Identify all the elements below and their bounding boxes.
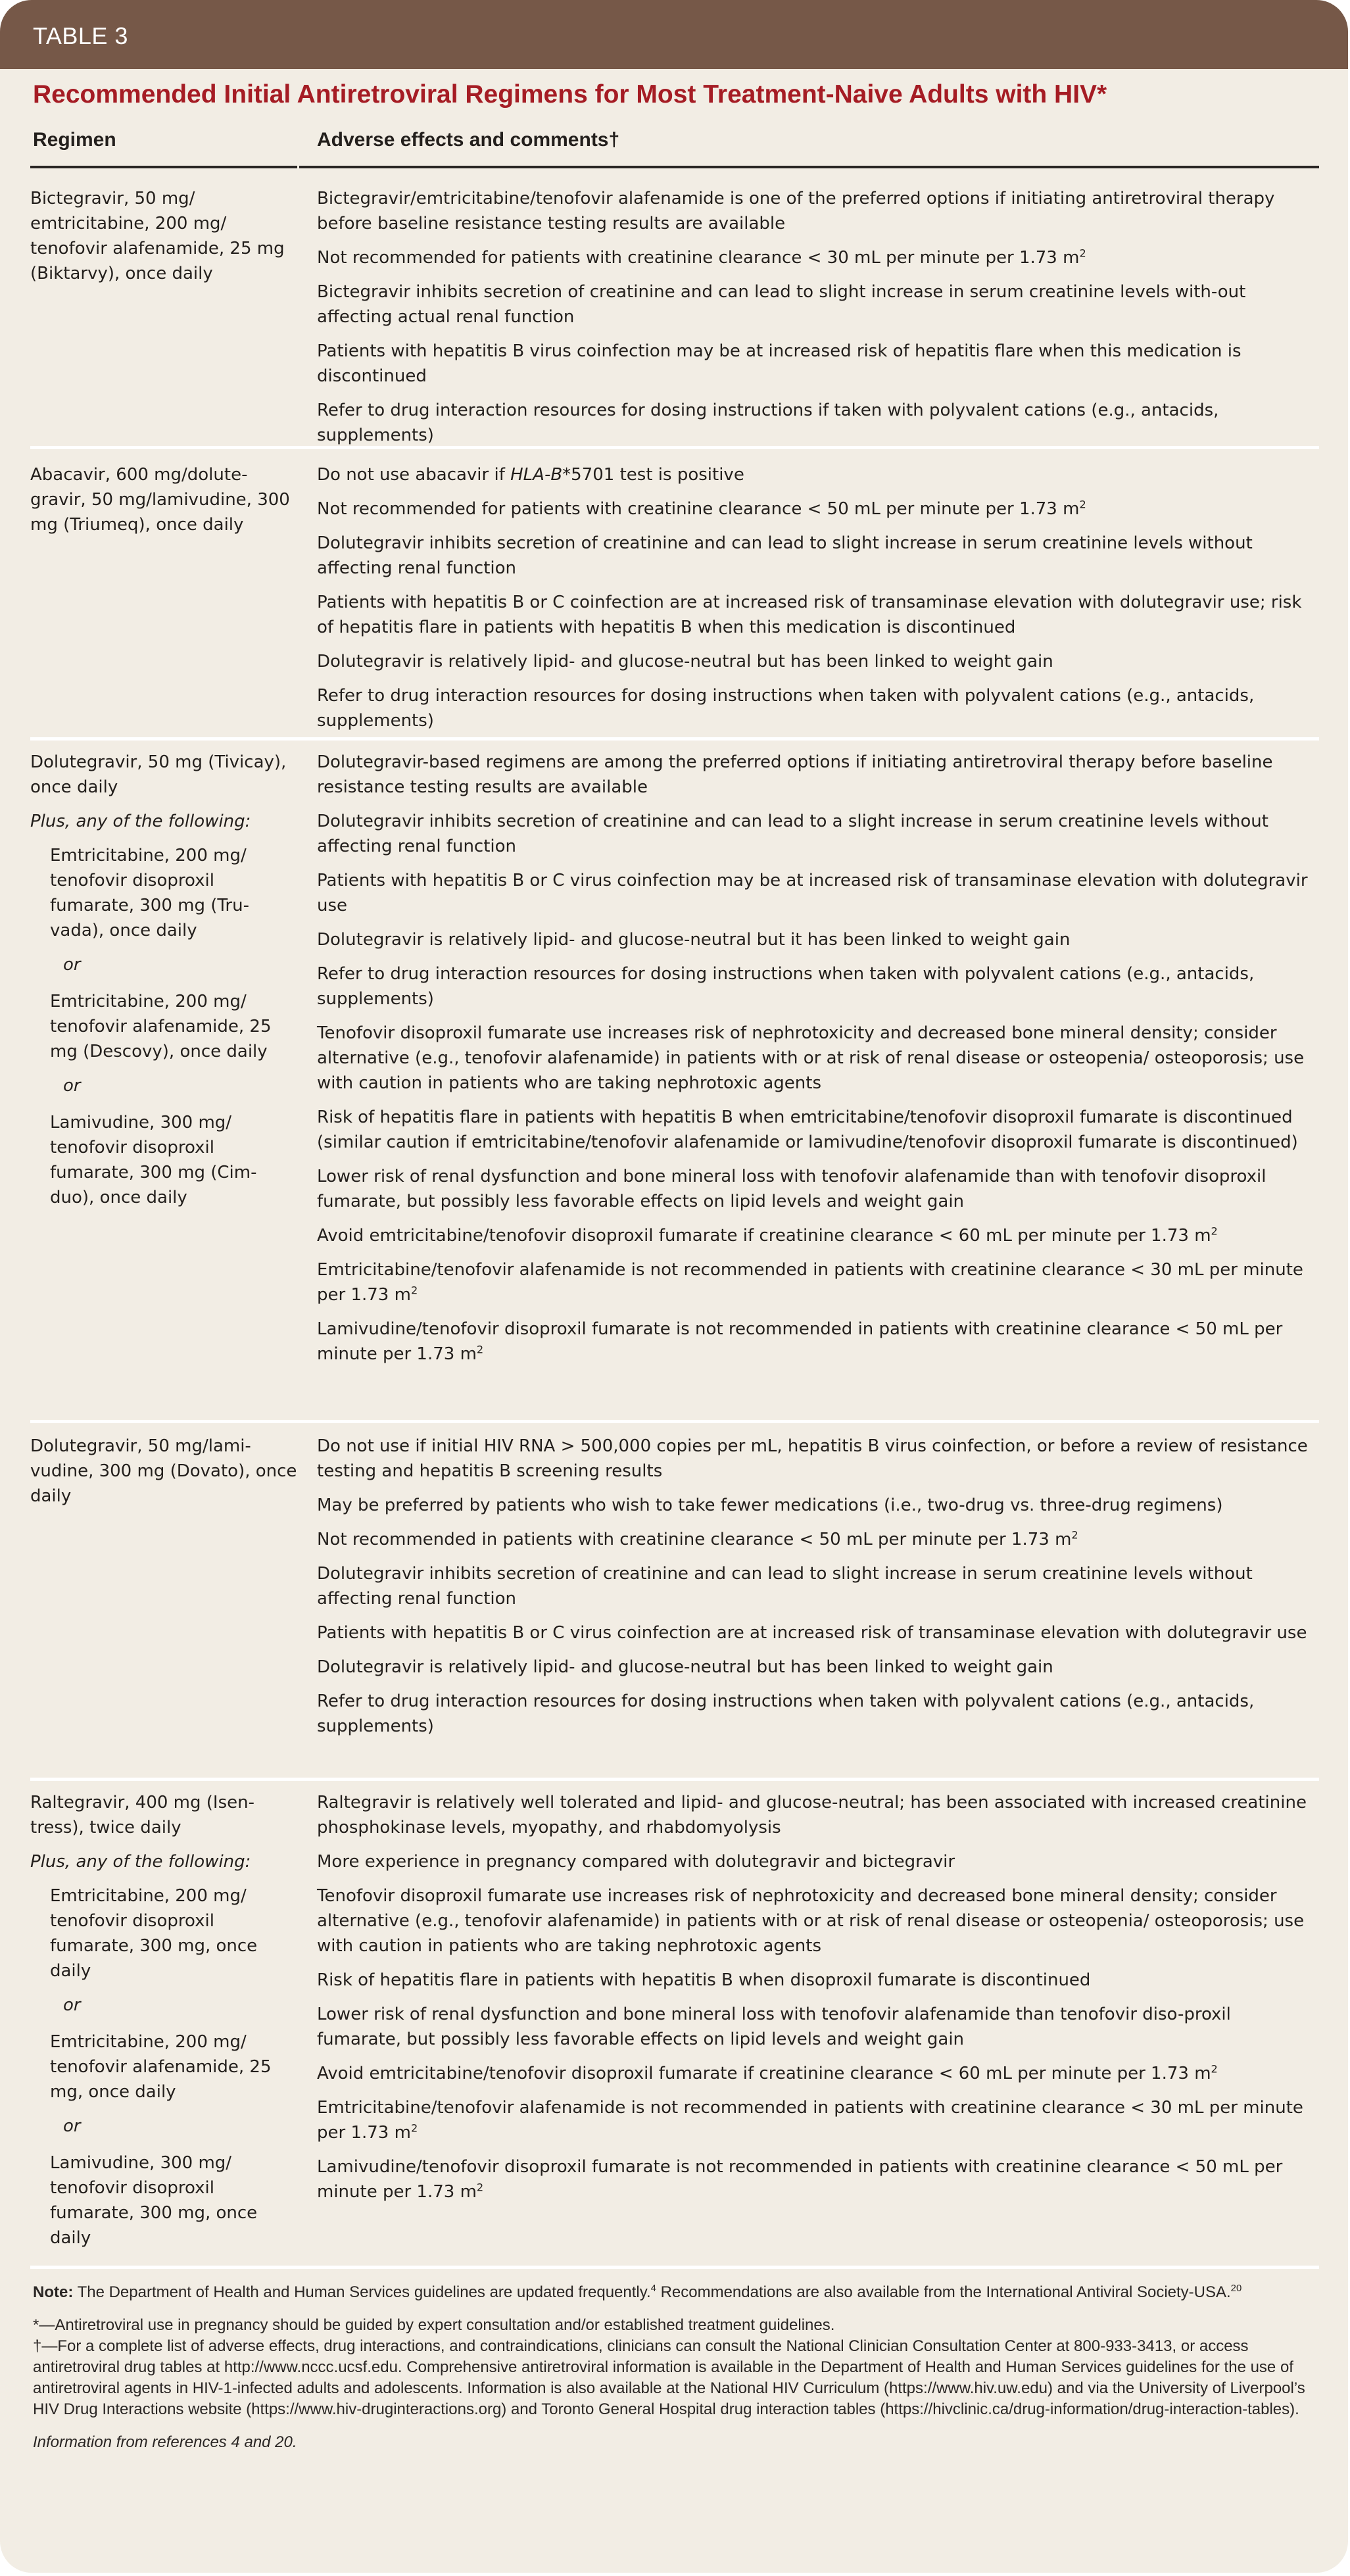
footnote-dagger: †—For a complete list of adverse effects, drug interactions, and contraindications, clinicians can consult the National Clinician Consultation Center at 800-933-3413, or access antiretroviral drug tables at http://www.nccc.ucsf.edu. Comprehensive antiretroviral information is available in the Department of Health and Human Services guidelines for the use of antiretroviral agents in HIV-1-infected adults and adolescents. Information is also available at the National HIV Curriculum (https://www.hiv.uw.edu) and via the University of Liverpool’s HIV Drug Interactions website (https://www.hiv-druginteractions.org) and Toronto General Hospital drug interaction tables (https://hivclinic.ca/drug-information/drug-interaction-tables). <box>33 2337 1305 2418</box>
comment-item: Refer to drug interaction resources for dosing instructions when taken with polyvalent cations (e.g., antacids, supplements) <box>317 1691 1255 1736</box>
regimen-main: Dolutegravir, 50 mg (Tivicay), once daily <box>30 752 287 797</box>
comment-item: Do not use if initial HIV RNA > 500,000 copies per mL, hepatitis B virus coinfection, or before a review of resistance testing and hepatitis B screening results <box>317 1436 1308 1481</box>
comment-item: Avoid emtricitabine/tenofovir disoproxil fumarate if creatinine clearance < 60 mL per minute per 1.73 $m^2$ <box>317 2062 1218 2083</box>
comment-item: Dolutegravir is relatively lipid- and glucose-neutral but has been linked to weight gain <box>317 1657 1053 1677</box>
footnote-asterisk: *—Antiretroviral use in pregnancy should be guided by expert consultation and/or established treatment guidelines. <box>33 2316 835 2334</box>
comment-item: Tenofovir disoproxil fumarate use increases risk of nephrotoxicity and decreased bone mineral density; consider alternative (e.g., tenofovir alafenamide) in patients with or at risk of renal disease or osteopenia/ osteoporosis; use with caution in patients who are taking nephrotoxic agents <box>317 1886 1305 1956</box>
comments-cell <box>317 186 1319 457</box>
regimen-or: or <box>63 2116 81 2136</box>
regimen-sub: Emtricitabine, 200 mg/ tenofovir disoproxil fumarate, 300 mg, once daily <box>50 1886 258 1981</box>
note-label: Note: <box>33 2283 74 2301</box>
comment-item: Dolutegravir inhibits secretion of creatinine and can lead to a slight increase in serum creatinine levels without affecting renal function <box>317 812 1268 856</box>
note-text: The Department of Health and Human Services guidelines are updated frequently.$^4$ Recommendations are also available from the International Antiviral Society-USA.$^{20}$ <box>73 2283 1242 2301</box>
comment-item: More experience in pregnancy compared with dolutegravir and bictegravir <box>317 1852 955 1872</box>
regimen-or: or <box>63 955 81 975</box>
regimen-sub: Lamivudine, 300 mg/ tenofovir disoproxil fumarate, 300 mg, once daily <box>50 2153 258 2248</box>
comment-item: Dolutegravir is relatively lipid- and glucose-neutral but has been linked to weight gain <box>317 652 1053 671</box>
comment-item: Dolutegravir inhibits secretion of creatinine and can lead to slight increase in serum creatinine levels without affecting renal function <box>317 533 1253 578</box>
comment-item: Patients with hepatitis B or C coinfection are at increased risk of transaminase elevation with dolutegravir use; risk of hepatitis flare in patients with hepatitis B when this medication is discontinued <box>317 593 1302 637</box>
regimen-cell <box>30 462 297 547</box>
row-divider <box>30 446 1319 449</box>
comment-item: Not recommended in patients with creatinine clearance < 50 mL per minute per 1.73 $m^2$ <box>317 1528 1078 1549</box>
regimen-main: Raltegravir, 400 mg (Isen-tress), twice daily <box>30 1793 254 1837</box>
regimen-or: or <box>63 1995 81 2015</box>
comment-item: Emtricitabine/tenofovir alafenamide is not recommended in patients with creatinine clearance < 30 mL per minute per 1.73 $m^2$ <box>317 1260 1303 1305</box>
comment-item: Avoid emtricitabine/tenofovir disoproxil fumarate if creatinine clearance < 60 mL per minute per 1.73 $m^2$ <box>317 1225 1218 1246</box>
table-number-label: TABLE 3 <box>33 22 128 49</box>
regimen-plus: Plus, any of the following: <box>30 812 251 831</box>
regimen-sub: Emtricitabine, 200 mg/ tenofovir disoproxil fumarate, 300 mg (Tru-vada), once daily <box>50 846 249 940</box>
regimen-sub: Emtricitabine, 200 mg/ tenofovir alafenamide, 25 mg (Descovy), once daily <box>50 992 272 1061</box>
comment-item: Dolutegravir is relatively lipid- and glucose-neutral but it has been linked to weight gain <box>317 930 1071 950</box>
comments-cell <box>317 1790 1319 2214</box>
regimen-cell <box>30 1790 297 2260</box>
regimen-sub: Emtricitabine, 200 mg/ tenofovir alafenamide, 25 mg, once daily <box>50 2032 272 2102</box>
table-notes <box>33 2282 1322 2465</box>
comment-item: Do not use abacavir if HLA-B*5701 test is positive <box>317 465 744 485</box>
comment-item: Tenofovir disoproxil fumarate use increases risk of nephrotoxicity and decreased bone mineral density; consider alternative (e.g., tenofovir alafenamide) in patients with or at risk of renal disease or osteopenia/ osteoporosis; use with caution in patients who are taking nephrotoxic agents <box>317 1023 1305 1093</box>
comments-cell <box>317 462 1319 742</box>
row-divider <box>30 737 1319 741</box>
footnotes <box>33 2315 1322 2420</box>
comment-item: Raltegravir is relatively well tolerated and lipid- and glucose-neutral; has been associated with increased creatinine phosphokinase levels, myopathy, and rhabdomyolysis <box>317 1793 1307 1837</box>
column-header-comments: Adverse effects and comments† <box>317 129 620 151</box>
comment-item: Bictegravir/emtricitabine/tenofovir alafenamide is one of the preferred options if initiating antiretroviral therapy before baseline resistance testing results are available <box>317 189 1275 233</box>
comments-cell <box>317 750 1319 1376</box>
row-divider <box>30 2266 1319 2269</box>
regimen-main: Bictegravir, 50 mg/ emtricitabine, 200 mg/ tenofovir alafenamide, 25 mg (Biktarvy), once daily <box>30 189 285 283</box>
comment-item: Lower risk of renal dysfunction and bone mineral loss with tenofovir alafenamide than tenofovir diso-proxil fumarate, but possibly less favorable effects on lipid levels and weight gain <box>317 2005 1231 2049</box>
comment-item: Not recommended for patients with creatinine clearance < 50 mL per minute per 1.73 $m^2$ <box>317 498 1086 519</box>
regimen-sub: Lamivudine, 300 mg/ tenofovir disoproxil fumarate, 300 mg (Cim-duo), once daily <box>50 1113 257 1207</box>
comment-item: Patients with hepatitis B or C virus coinfection are at increased risk of transaminase elevation with dolutegravir use <box>317 1623 1307 1643</box>
comment-item: Dolutegravir-based regimens are among the preferred options if initiating antiretroviral therapy before baseline resistance testing results are available <box>317 752 1273 797</box>
column-header-regimen: Regimen <box>33 129 116 151</box>
comments-cell <box>317 1434 1319 1748</box>
comment-item: Lamivudine/tenofovir disoproxil fumarate is not recommended in patients with creatinine clearance < 50 mL per minute per 1.73 $m^2$ <box>317 1319 1283 1364</box>
comment-item: Emtricitabine/tenofovir alafenamide is not recommended in patients with creatinine clearance < 30 mL per minute per 1.73 $m^2$ <box>317 2098 1303 2143</box>
table-header-band <box>0 0 1348 69</box>
comment-item: Risk of hepatitis flare in patients with hepatitis B when emtricitabine/tenofovir disoproxil fumarate is discontinued (similar caution if emtricitabine/tenofovir alafenamide or lamivudine/tenofovir disoproxil fumarate is discontinued) <box>317 1107 1298 1152</box>
regimen-cell <box>30 750 297 1219</box>
comment-item: Lower risk of renal dysfunction and bone mineral loss with tenofovir alafenamide than with tenofovir disoproxil fumarate, but possibly less favorable effects on lipid levels and weight gain <box>317 1167 1266 1211</box>
note-paragraph <box>33 2282 1322 2303</box>
comment-item: Patients with hepatitis B or C virus coinfection may be at increased risk of transaminase elevation with dolutegravir use <box>317 871 1308 915</box>
comment-item: Refer to drug interaction resources for dosing instructions if taken with polyvalent cations (e.g., antacids, supplements) <box>317 401 1219 445</box>
source-citation: Information from references 4 and 20. <box>33 2433 297 2451</box>
regimen-plus: Plus, any of the following: <box>30 1852 251 1872</box>
row-divider <box>30 1420 1319 1423</box>
comment-item: Refer to drug interaction resources for dosing instructions when taken with polyvalent cations (e.g., antacids, supplements) <box>317 686 1255 731</box>
comment-item: Risk of hepatitis flare in patients with hepatitis B when disoproxil fumarate is discontinued <box>317 1970 1091 1990</box>
regimen-cell <box>30 186 297 295</box>
comment-item: Patients with hepatitis B virus coinfection may be at increased risk of hepatitis flare when this medication is discontinued <box>317 341 1242 386</box>
comment-item: Dolutegravir inhibits secretion of creatinine and can lead to slight increase in serum creatinine levels without affecting renal function <box>317 1564 1253 1609</box>
table-title: Recommended Initial Antiretroviral Regimens for Most Treatment-Naive Adults with HIV* <box>33 80 1107 109</box>
comment-item: Refer to drug interaction resources for dosing instructions when taken with polyvalent cations (e.g., antacids, supplements) <box>317 964 1255 1009</box>
regimen-or: or <box>63 1076 81 1096</box>
header-rule <box>299 166 1319 168</box>
comment-item: Bictegravir inhibits secretion of creatinine and can lead to slight increase in serum creatinine levels with-out affecting actual renal function <box>317 282 1246 327</box>
comment-item: Not recommended for patients with creatinine clearance < 30 mL per minute per 1.73 $m^2$ <box>317 247 1086 268</box>
regimen-cell <box>30 1434 297 1518</box>
comment-item: Lamivudine/tenofovir disoproxil fumarate is not recommended in patients with creatinine clearance < 50 mL per minute per 1.73 $m^2$ <box>317 2157 1283 2202</box>
regimen-main: Abacavir, 600 mg/dolute-gravir, 50 mg/lamivudine, 300 mg (Triumeq), once daily <box>30 465 290 535</box>
row-divider <box>30 1778 1319 1781</box>
comment-item: May be preferred by patients who wish to take fewer medications (i.e., two-drug vs. three-drug regimens) <box>317 1495 1223 1515</box>
regimen-main: Dolutegravir, 50 mg/lami-vudine, 300 mg (Dovato), once daily <box>30 1436 297 1506</box>
header-rule <box>30 166 297 168</box>
